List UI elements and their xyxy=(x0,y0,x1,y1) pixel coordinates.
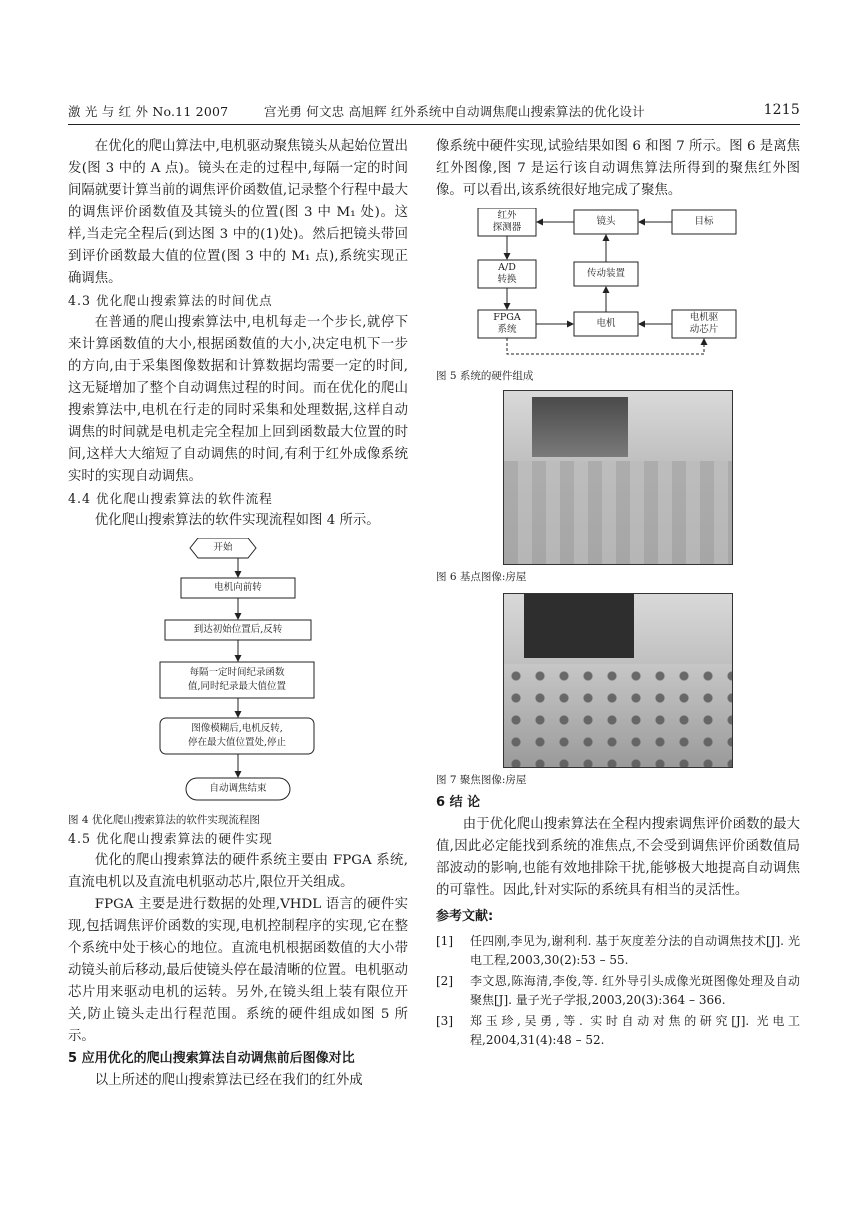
reference-text: 李文恩,陈海清,李俊,等. 红外导引头成像光斑图像处理及自动聚焦[J]. 量子光子学报,2003,20(3):364 – 366. xyxy=(470,974,800,1007)
paragraph: 在普通的爬山搜索算法中,电机每走一个步长,就停下来计算函数值的大小,根据函数值的大小,决定电机下一步的方向,由于采集图像数据和计算数据均需要一定的时间,这无疑增加了整个自动调焦过程的时间。而在优化的爬山搜索算法中,电机在行走的同时采集和处理数据,这样自动调焦的时间就是电机走完全程加上回到函数最大位置的时间,这样大大缩短了自动调焦的时间,有利于红外成像系统实时的实现自动调焦。 xyxy=(68,315,408,484)
flow-start: 开始 xyxy=(213,542,233,553)
flow-node-4 xyxy=(160,718,314,754)
section-6-title: 6 结 论 xyxy=(436,795,481,810)
journal-name: 激 光 与 红 外 No.11 2007 xyxy=(68,104,229,119)
hw-fpga-line-2: 系统 xyxy=(497,324,517,335)
flow-node-3-line-1: 每隔一定时间纪录函数 xyxy=(189,667,285,678)
right-column xyxy=(436,136,800,1052)
flow-node-1: 电机向前转 xyxy=(214,582,262,593)
hw-lens: 镜头 xyxy=(596,216,616,227)
hw-driver-line-1: 电机驱 xyxy=(689,312,719,323)
hw-target: 目标 xyxy=(694,216,714,227)
hw-ir-detector-line-2: 探测器 xyxy=(492,222,522,233)
hw-ir-detector-line-1: 红外 xyxy=(497,210,517,221)
hw-fpga-line-1: FPGA xyxy=(493,312,521,323)
flow-node-3 xyxy=(160,662,314,698)
references-title: 参考文献: xyxy=(436,909,494,924)
section-4-4-title: 4.4 优化爬山搜索算法的软件流程 xyxy=(68,491,273,506)
figure-7-focused-image xyxy=(503,593,733,768)
header-authors-title: 宫光勇 何文忠 高旭辉 红外系统中自动调焦爬山搜索算法的优化设计 xyxy=(264,104,645,119)
paragraph: 像系统中硬件实现,试验结果如图 6 和图 7 所示。图 6 是离焦红外图像,图 7 是运行该自动调焦算法所得到的聚焦红外图像。可以看出,该系统很好地完成了聚焦。 xyxy=(436,139,800,198)
running-header xyxy=(68,102,800,124)
reference-item xyxy=(436,1012,800,1050)
paragraph: 优化爬山搜索算法的软件实现流程如图 4 所示。 xyxy=(94,513,380,528)
figure-6-caption: 图 6 基点图像:房屋 xyxy=(436,571,527,583)
paragraph: 以上所述的爬山搜索算法已经在我们的红外成 xyxy=(94,1073,363,1088)
header-rule xyxy=(68,124,800,125)
hw-ad-converter xyxy=(478,260,536,288)
figure-4-caption: 图 4 优化爬山搜索算法的软件实现流程图 xyxy=(68,814,260,826)
hw-fpga-system xyxy=(478,310,536,338)
flow-node-4-line-1: 图像模糊后,电机反转, xyxy=(191,723,283,734)
reference-number: [3] xyxy=(436,1014,453,1028)
hw-ad-line-1: A/D xyxy=(498,262,516,273)
flow-node-2: 到达初始位置后,反转 xyxy=(193,624,283,635)
reference-list xyxy=(436,932,800,1050)
section-4-3-title: 4.3 优化爬山搜索算法的时间优点 xyxy=(68,293,273,308)
reference-text: 郑玉珍,吴勇,等. 实时自动对焦的研究[J]. 光电工程,2004,31(4):48 – 52. xyxy=(470,1014,800,1047)
flow-end: 自动调焦结束 xyxy=(209,783,267,794)
reference-number: [2] xyxy=(436,974,453,988)
figure-6-defocused-image xyxy=(503,390,733,565)
flow-node-3-line-2: 值,同时纪录最大值位置 xyxy=(187,681,287,692)
reference-text: 任四刚,李见为,谢利利. 基于灰度差分法的自动调焦技术[J]. 光电工程,2003,30(2):53 – 55. xyxy=(470,934,800,967)
hw-ad-line-2: 转换 xyxy=(497,274,517,285)
paragraph: 优化的爬山搜索算法的硬件系统主要由 FPGA 系统,直流电机以及直流电机驱动芯片,限位开关组成。 xyxy=(68,853,408,890)
hw-motor-driver xyxy=(672,310,736,338)
figure-4-flowchart xyxy=(68,538,408,810)
reference-number: [1] xyxy=(436,934,453,948)
paragraph: FPGA 主要是进行数据的处理,VHDL 语言的硬件实现,包括调焦评价函数的实现,电机控制程序的实现,它在整个系统中处于核心的地位。直流电机根据函数值的大小带动镜头前后移动,最后使镜头停在最清晰的位置。电机驱动芯片用来驱动电机的运转。另外,在镜头组上装有限位开关,防止镜头走出行程范围。系统的硬件组成如图 5 所示。 xyxy=(68,897,408,1044)
figure-7-caption: 图 7 聚焦图像:房屋 xyxy=(436,774,527,786)
figure-5-caption: 图 5 系统的硬件组成 xyxy=(436,370,534,382)
paragraph: 由于优化爬山搜索算法在全程内搜索调焦评价函数的最大值,因此必定能找到系统的准焦点,不会受到调焦评价函数值局部波动的影响,也能有效地排除干扰,能够极大地提高自动调焦的可靠性。因此,针对实际的系统具有相当的灵活性。 xyxy=(436,817,800,898)
hw-transmission: 传动装置 xyxy=(586,268,625,279)
paragraph: 在优化的爬山算法中,电机驱动聚焦镜头从起始位置出发(图 3 中的 A 点)。镜头在走的过程中,每隔一定的时间间隔就要计算当前的调焦评价函数值,记录整个行程中最大的调焦评价函数值及其镜头的位置(图 3 中 M₁ 处)。这样,当走完全程后(到达图 3 中的(1)处)。然后把镜头带回到评价函数最大值的位置(图 3 中的 M₁ 点),系统实现正确调焦。 xyxy=(68,139,408,286)
hw-driver-line-2: 动芯片 xyxy=(689,324,719,335)
reference-item xyxy=(436,972,800,1010)
reference-item xyxy=(436,932,800,970)
hw-ir-detector xyxy=(478,208,536,236)
section-4-5-title: 4.5 优化爬山搜索算法的硬件实现 xyxy=(68,831,273,846)
left-column xyxy=(68,136,408,1092)
section-5-title: 5 应用优化的爬山搜索算法自动调焦前后图像对比 xyxy=(68,1051,355,1066)
hw-motor: 电机 xyxy=(596,318,616,329)
flow-node-4-line-2: 停在最大值位置处,停止 xyxy=(187,737,287,748)
page-number: 1215 xyxy=(763,102,800,118)
figure-5-hardware-diagram xyxy=(436,208,800,368)
